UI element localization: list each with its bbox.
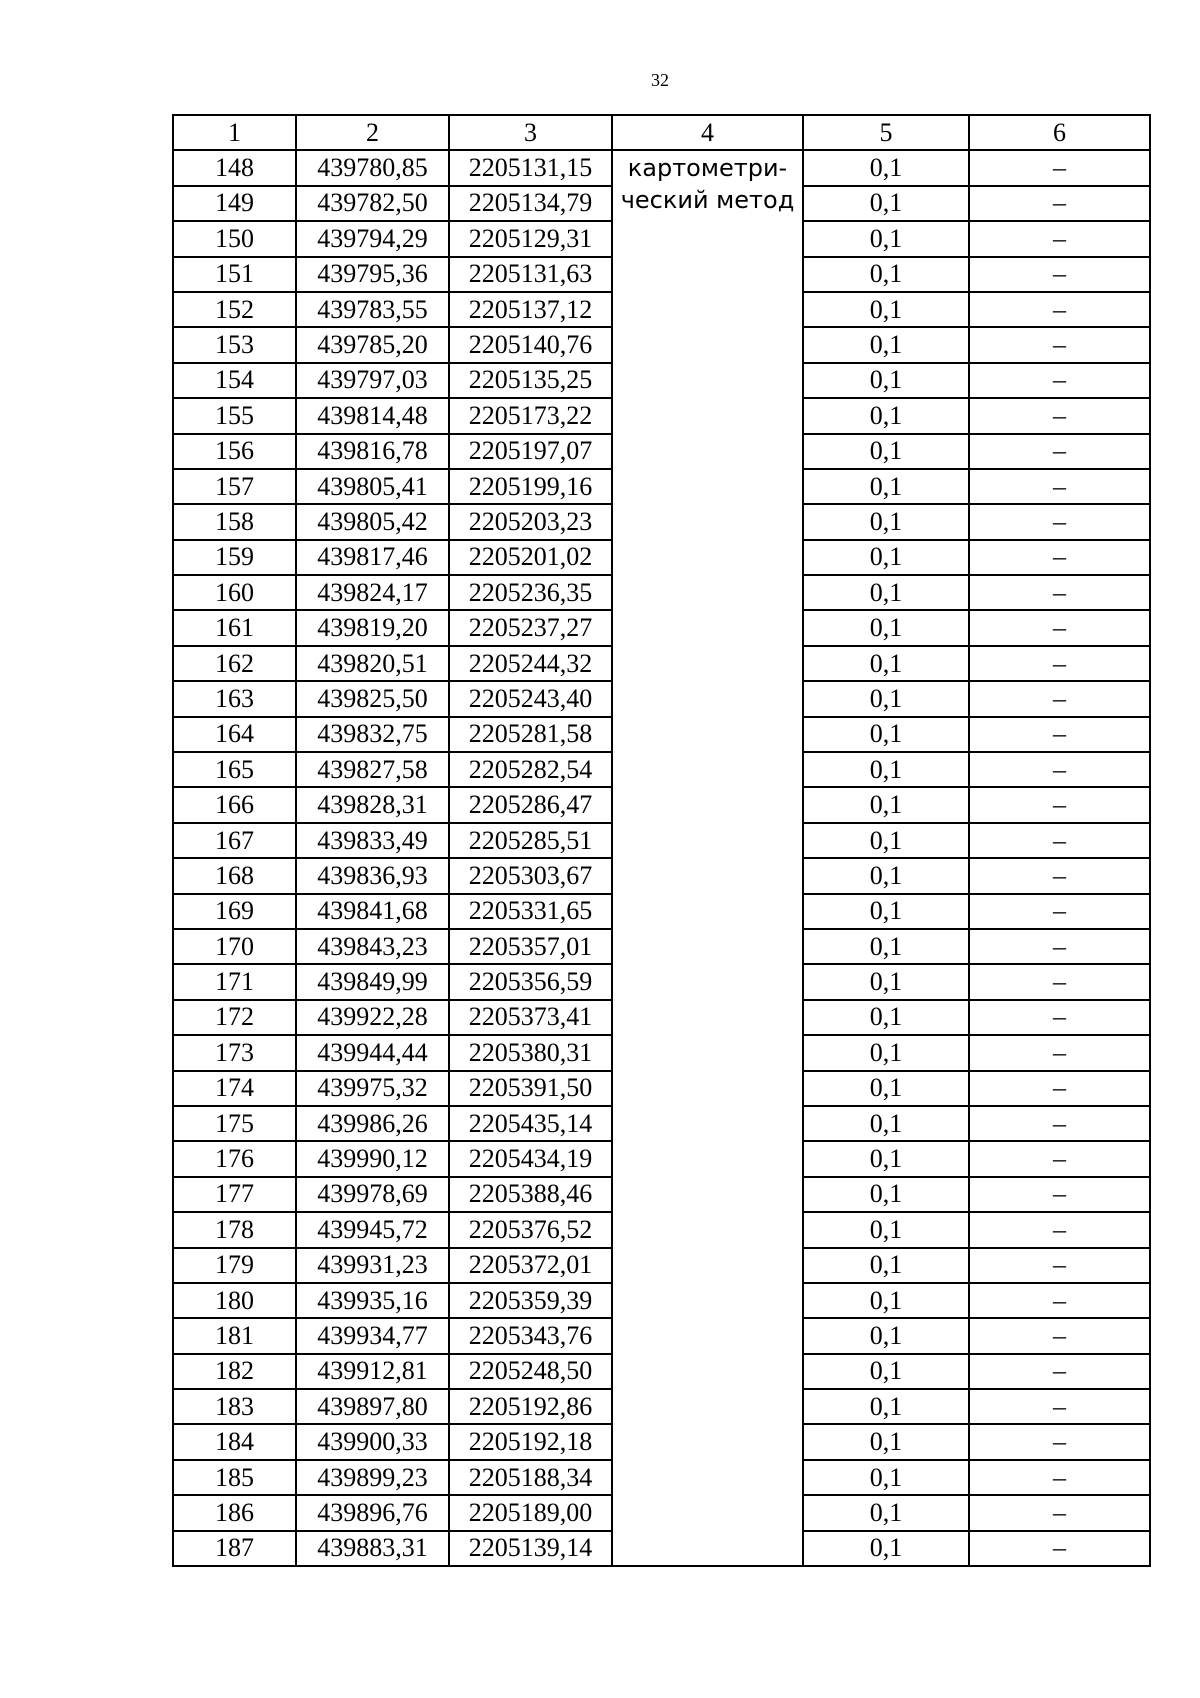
accuracy-cell: 0,1	[803, 1035, 969, 1070]
description-cell: –	[969, 1071, 1150, 1106]
point-number-cell: 160	[173, 575, 296, 610]
description-cell: –	[969, 1141, 1150, 1176]
accuracy-cell: 0,1	[803, 1460, 969, 1495]
y-coordinate-cell: 2205343,76	[449, 1318, 612, 1353]
accuracy-cell: 0,1	[803, 575, 969, 610]
description-cell: –	[969, 964, 1150, 999]
point-number-cell: 186	[173, 1495, 296, 1530]
accuracy-cell: 0,1	[803, 681, 969, 716]
method-cell	[612, 150, 803, 1566]
point-number-cell: 171	[173, 964, 296, 999]
accuracy-cell: 0,1	[803, 1177, 969, 1212]
point-number-cell: 177	[173, 1177, 296, 1212]
x-coordinate-cell: 439922,28	[296, 1000, 449, 1035]
description-cell: –	[969, 823, 1150, 858]
accuracy-cell: 0,1	[803, 1495, 969, 1530]
point-number-cell: 170	[173, 929, 296, 964]
accuracy-cell: 0,1	[803, 327, 969, 362]
description-cell: –	[969, 1177, 1150, 1212]
accuracy-cell: 0,1	[803, 186, 969, 221]
y-coordinate-cell: 2205372,01	[449, 1248, 612, 1283]
description-cell: –	[969, 1460, 1150, 1495]
accuracy-cell: 0,1	[803, 752, 969, 787]
x-coordinate-cell: 439899,23	[296, 1460, 449, 1495]
point-number-cell: 151	[173, 257, 296, 292]
point-number-cell: 176	[173, 1141, 296, 1176]
point-number-cell: 182	[173, 1354, 296, 1389]
x-coordinate-cell: 439825,50	[296, 681, 449, 716]
point-number-cell: 165	[173, 752, 296, 787]
point-number-cell: 178	[173, 1212, 296, 1247]
description-cell: –	[969, 1389, 1150, 1424]
y-coordinate-cell: 2205357,01	[449, 929, 612, 964]
y-coordinate-cell: 2205129,31	[449, 221, 612, 256]
x-coordinate-cell: 439816,78	[296, 434, 449, 469]
description-cell: –	[969, 1495, 1150, 1530]
accuracy-cell: 0,1	[803, 858, 969, 893]
y-coordinate-cell: 2205434,19	[449, 1141, 612, 1176]
description-cell: –	[969, 787, 1150, 822]
x-coordinate-cell: 439805,42	[296, 504, 449, 539]
description-cell: –	[969, 1248, 1150, 1283]
description-cell: –	[969, 1106, 1150, 1141]
point-number-cell: 156	[173, 434, 296, 469]
description-cell: –	[969, 1531, 1150, 1566]
description-cell: –	[969, 681, 1150, 716]
accuracy-cell: 0,1	[803, 1424, 969, 1459]
y-coordinate-cell: 2205201,02	[449, 540, 612, 575]
column-header: 2	[296, 115, 449, 150]
point-number-cell: 167	[173, 823, 296, 858]
accuracy-cell: 0,1	[803, 964, 969, 999]
y-coordinate-cell: 2205192,18	[449, 1424, 612, 1459]
y-coordinate-cell: 2205285,51	[449, 823, 612, 858]
point-number-cell: 169	[173, 894, 296, 929]
y-coordinate-cell: 2205248,50	[449, 1354, 612, 1389]
y-coordinate-cell: 2205139,14	[449, 1531, 612, 1566]
x-coordinate-cell: 439819,20	[296, 610, 449, 645]
y-coordinate-cell: 2205131,63	[449, 257, 612, 292]
y-coordinate-cell: 2205376,52	[449, 1212, 612, 1247]
accuracy-cell: 0,1	[803, 434, 969, 469]
point-number-cell: 149	[173, 186, 296, 221]
accuracy-cell: 0,1	[803, 1212, 969, 1247]
x-coordinate-cell: 439843,23	[296, 929, 449, 964]
accuracy-cell: 0,1	[803, 717, 969, 752]
description-cell: –	[969, 398, 1150, 433]
x-coordinate-cell: 439780,85	[296, 150, 449, 185]
accuracy-cell: 0,1	[803, 894, 969, 929]
description-cell: –	[969, 1035, 1150, 1070]
x-coordinate-cell: 439896,76	[296, 1495, 449, 1530]
point-number-cell: 154	[173, 363, 296, 398]
description-cell: –	[969, 646, 1150, 681]
accuracy-cell: 0,1	[803, 1389, 969, 1424]
column-header: 3	[449, 115, 612, 150]
accuracy-cell: 0,1	[803, 150, 969, 185]
accuracy-cell: 0,1	[803, 257, 969, 292]
accuracy-cell: 0,1	[803, 469, 969, 504]
point-number-cell: 179	[173, 1248, 296, 1283]
accuracy-cell: 0,1	[803, 292, 969, 327]
description-cell: –	[969, 434, 1150, 469]
y-coordinate-cell: 2205243,40	[449, 681, 612, 716]
column-header: 6	[969, 115, 1150, 150]
x-coordinate-cell: 439944,44	[296, 1035, 449, 1070]
description-cell: –	[969, 1000, 1150, 1035]
x-coordinate-cell: 439931,23	[296, 1248, 449, 1283]
description-cell: –	[969, 929, 1150, 964]
y-coordinate-cell: 2205237,27	[449, 610, 612, 645]
y-coordinate-cell: 2205244,32	[449, 646, 612, 681]
y-coordinate-cell: 2205282,54	[449, 752, 612, 787]
description-cell: –	[969, 469, 1150, 504]
x-coordinate-cell: 439797,03	[296, 363, 449, 398]
y-coordinate-cell: 2205137,12	[449, 292, 612, 327]
coordinates-table	[172, 114, 1151, 1567]
x-coordinate-cell: 439912,81	[296, 1354, 449, 1389]
description-cell: –	[969, 504, 1150, 539]
column-header: 1	[173, 115, 296, 150]
point-number-cell: 158	[173, 504, 296, 539]
y-coordinate-cell: 2205134,79	[449, 186, 612, 221]
description-cell: –	[969, 858, 1150, 893]
point-number-cell: 183	[173, 1389, 296, 1424]
x-coordinate-cell: 439897,80	[296, 1389, 449, 1424]
table-row	[173, 150, 1150, 185]
accuracy-cell: 0,1	[803, 787, 969, 822]
x-coordinate-cell: 439934,77	[296, 1318, 449, 1353]
point-number-cell: 153	[173, 327, 296, 362]
method-text-line: картометри-	[627, 154, 788, 183]
x-coordinate-cell: 439785,20	[296, 327, 449, 362]
point-number-cell: 172	[173, 1000, 296, 1035]
x-coordinate-cell: 439883,31	[296, 1531, 449, 1566]
table-body	[173, 150, 1150, 1566]
point-number-cell: 161	[173, 610, 296, 645]
x-coordinate-cell: 439945,72	[296, 1212, 449, 1247]
x-coordinate-cell: 439935,16	[296, 1283, 449, 1318]
description-cell: –	[969, 327, 1150, 362]
description-cell: –	[969, 610, 1150, 645]
x-coordinate-cell: 439783,55	[296, 292, 449, 327]
point-number-cell: 155	[173, 398, 296, 433]
description-cell: –	[969, 257, 1150, 292]
point-number-cell: 185	[173, 1460, 296, 1495]
description-cell: –	[969, 575, 1150, 610]
y-coordinate-cell: 2205356,59	[449, 964, 612, 999]
point-number-cell: 180	[173, 1283, 296, 1318]
description-cell: –	[969, 540, 1150, 575]
accuracy-cell: 0,1	[803, 1354, 969, 1389]
x-coordinate-cell: 439795,36	[296, 257, 449, 292]
x-coordinate-cell: 439986,26	[296, 1106, 449, 1141]
description-cell: –	[969, 894, 1150, 929]
point-number-cell: 181	[173, 1318, 296, 1353]
x-coordinate-cell: 439827,58	[296, 752, 449, 787]
y-coordinate-cell: 2205188,34	[449, 1460, 612, 1495]
y-coordinate-cell: 2205388,46	[449, 1177, 612, 1212]
x-coordinate-cell: 439900,33	[296, 1424, 449, 1459]
y-coordinate-cell: 2205236,35	[449, 575, 612, 610]
y-coordinate-cell: 2205203,23	[449, 504, 612, 539]
accuracy-cell: 0,1	[803, 929, 969, 964]
y-coordinate-cell: 2205303,67	[449, 858, 612, 893]
y-coordinate-cell: 2205192,86	[449, 1389, 612, 1424]
description-cell: –	[969, 363, 1150, 398]
accuracy-cell: 0,1	[803, 504, 969, 539]
description-cell: –	[969, 150, 1150, 185]
description-cell: –	[969, 221, 1150, 256]
accuracy-cell: 0,1	[803, 1531, 969, 1566]
x-coordinate-cell: 439782,50	[296, 186, 449, 221]
point-number-cell: 152	[173, 292, 296, 327]
x-coordinate-cell: 439832,75	[296, 717, 449, 752]
page-number: 32	[651, 70, 669, 90]
y-coordinate-cell: 2205331,65	[449, 894, 612, 929]
x-coordinate-cell: 439849,99	[296, 964, 449, 999]
x-coordinate-cell: 439833,49	[296, 823, 449, 858]
y-coordinate-cell: 2205197,07	[449, 434, 612, 469]
x-coordinate-cell: 439836,93	[296, 858, 449, 893]
point-number-cell: 164	[173, 717, 296, 752]
accuracy-cell: 0,1	[803, 398, 969, 433]
y-coordinate-cell: 2205435,14	[449, 1106, 612, 1141]
x-coordinate-cell: 439841,68	[296, 894, 449, 929]
x-coordinate-cell: 439794,29	[296, 221, 449, 256]
y-coordinate-cell: 2205373,41	[449, 1000, 612, 1035]
accuracy-cell: 0,1	[803, 823, 969, 858]
accuracy-cell: 0,1	[803, 540, 969, 575]
y-coordinate-cell: 2205359,39	[449, 1283, 612, 1318]
x-coordinate-cell: 439990,12	[296, 1141, 449, 1176]
description-cell: –	[969, 1354, 1150, 1389]
y-coordinate-cell: 2205173,22	[449, 398, 612, 433]
point-number-cell: 184	[173, 1424, 296, 1459]
point-number-cell: 168	[173, 858, 296, 893]
x-coordinate-cell: 439978,69	[296, 1177, 449, 1212]
description-cell: –	[969, 292, 1150, 327]
x-coordinate-cell: 439805,41	[296, 469, 449, 504]
point-number-cell: 173	[173, 1035, 296, 1070]
column-header: 4	[612, 115, 803, 150]
x-coordinate-cell: 439820,51	[296, 646, 449, 681]
y-coordinate-cell: 2205135,25	[449, 363, 612, 398]
y-coordinate-cell: 2205380,31	[449, 1035, 612, 1070]
method-text-line: ческий метод	[620, 186, 795, 215]
accuracy-cell: 0,1	[803, 1318, 969, 1353]
accuracy-cell: 0,1	[803, 610, 969, 645]
description-cell: –	[969, 1424, 1150, 1459]
description-cell: –	[969, 717, 1150, 752]
accuracy-cell: 0,1	[803, 1283, 969, 1318]
point-number-cell: 187	[173, 1531, 296, 1566]
accuracy-cell: 0,1	[803, 221, 969, 256]
accuracy-cell: 0,1	[803, 646, 969, 681]
point-number-cell: 150	[173, 221, 296, 256]
accuracy-cell: 0,1	[803, 363, 969, 398]
accuracy-cell: 0,1	[803, 1248, 969, 1283]
y-coordinate-cell: 2205286,47	[449, 787, 612, 822]
point-number-cell: 166	[173, 787, 296, 822]
header-row	[173, 115, 1150, 150]
x-coordinate-cell: 439814,48	[296, 398, 449, 433]
y-coordinate-cell: 2205199,16	[449, 469, 612, 504]
accuracy-cell: 0,1	[803, 1141, 969, 1176]
y-coordinate-cell: 2205131,15	[449, 150, 612, 185]
point-number-cell: 175	[173, 1106, 296, 1141]
y-coordinate-cell: 2205391,50	[449, 1071, 612, 1106]
point-number-cell: 157	[173, 469, 296, 504]
description-cell: –	[969, 1212, 1150, 1247]
description-cell: –	[969, 186, 1150, 221]
point-number-cell: 162	[173, 646, 296, 681]
description-cell: –	[969, 752, 1150, 787]
x-coordinate-cell: 439824,17	[296, 575, 449, 610]
point-number-cell: 148	[173, 150, 296, 185]
accuracy-cell: 0,1	[803, 1000, 969, 1035]
x-coordinate-cell: 439828,31	[296, 787, 449, 822]
point-number-cell: 159	[173, 540, 296, 575]
y-coordinate-cell: 2205189,00	[449, 1495, 612, 1530]
y-coordinate-cell: 2205281,58	[449, 717, 612, 752]
description-cell: –	[969, 1318, 1150, 1353]
y-coordinate-cell: 2205140,76	[449, 327, 612, 362]
x-coordinate-cell: 439975,32	[296, 1071, 449, 1106]
column-header: 5	[803, 115, 969, 150]
x-coordinate-cell: 439817,46	[296, 540, 449, 575]
point-number-cell: 174	[173, 1071, 296, 1106]
accuracy-cell: 0,1	[803, 1106, 969, 1141]
description-cell: –	[969, 1283, 1150, 1318]
accuracy-cell: 0,1	[803, 1071, 969, 1106]
point-number-cell: 163	[173, 681, 296, 716]
